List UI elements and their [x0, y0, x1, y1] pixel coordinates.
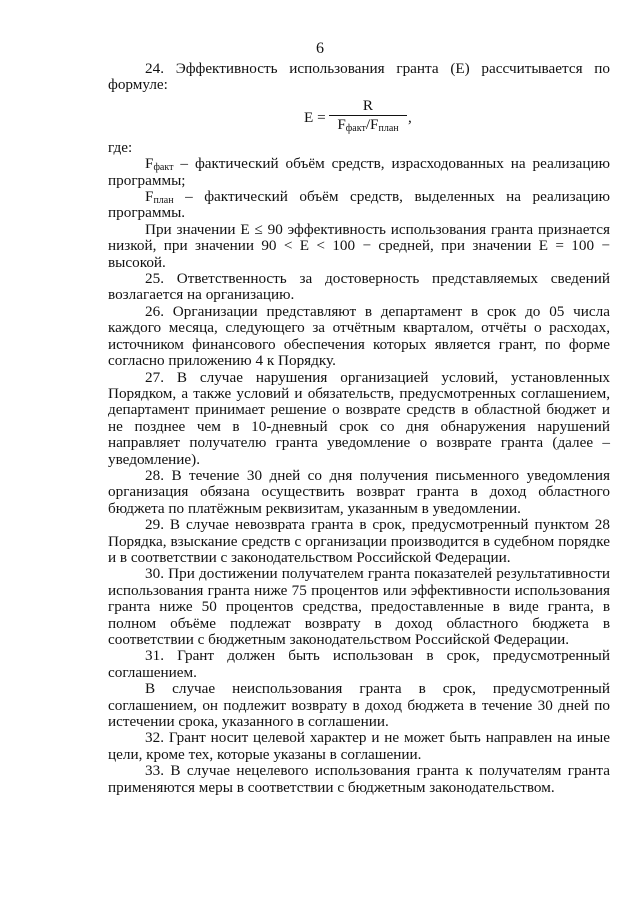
formula-lhs: E =	[304, 108, 326, 126]
formula-denominator: $F_{факт}/F_{план}$	[337, 115, 399, 134]
paragraph-24-intro: 24. Эффективность использования гранта (E) рассчитывается по формуле:	[108, 60, 610, 94]
paragraph-26: 26. Организации представляют в департамент в срок до 05 числа каждого месяца, следующего за отчётным кварталом, отчёты о расходах, источником финансового обеспечения которых является грант, по форме согласно приложению 4 к Порядку.	[108, 302, 610, 370]
paragraph-30: 30. При достижении получателем гранта показателей результативности использования гранта ниже 75 процентов или эффективности использования гранта ниже 50 процентов средства, предоставленные в виде гранта, в полном объёме подлежат возврату в доход областного бюджета в соответствии с бюджетным законодательством Российской Федерации.	[108, 565, 610, 648]
paragraph-33: 33. В случае нецелевого использования гранта к получателям гранта применяются меры в соответствии с бюджетным законодательством.	[108, 762, 610, 796]
paragraph-28: 28. В течение 30 дней со дня получения письменного уведомления организация обязана осуществить возврат гранта в доход областного бюджета по платёжным реквизитам, указанным в уведомлении.	[108, 466, 610, 517]
formula-fraction	[329, 98, 407, 133]
paragraph-27: 27. В случае нарушения организацией условий, установленных Порядком, а также условий и обязательств, предусмотренных соглашением, департамент принимает решение о возврате средств в областной бюджет и не позднее чем в 10-дневный срок со дня обнаружения нарушений направляет получателю гранта уведомление о возврате гранта (далее – уведомление).	[108, 368, 610, 468]
page-number: 6	[316, 40, 324, 57]
paragraph-31: 31. Грант должен быть использован в срок, предусмотренный соглашением.	[108, 647, 610, 681]
formula-numerator: R	[362, 96, 374, 114]
paragraph-25: 25. Ответственность за достоверность представляемых сведений возлагается на организацию.	[108, 270, 610, 304]
document-body	[108, 61, 610, 796]
where-label: где:	[108, 138, 133, 156]
efficiency-formula	[108, 94, 610, 140]
paragraph-31-continued: В случае неиспользования гранта в срок, предусмотренный соглашением, он подлежит возврату в доход бюджета в течение 30 дней по истечении срока, указанного в соглашении.	[108, 680, 610, 731]
efficiency-thresholds: При значении E ≤ 90 эффективность использования гранта признается низкой, при значении 90 < E < 100 − средней, при значении E = 100 − высокой.	[108, 220, 610, 271]
definition-f-fact: $F_{факт}$ – фактический объём средств, израсходованных на реализацию программы;	[108, 155, 610, 189]
paragraph-29: 29. В случае невозврата гранта в срок, предусмотренный пунктом 28 Порядка, взыскание средств с организации производится в судебном порядке и в соответствии с законодательством Российской Федерации.	[108, 516, 610, 566]
paragraph-32: 32. Грант носит целевой характер и не может быть направлен на иные цели, кроме тех, которые указаны в соглашении.	[108, 729, 610, 763]
formula-comma: ,	[408, 108, 412, 126]
definition-f-plan: $F_{план}$ – фактический объём средств, выделенных на реализацию программы.	[108, 188, 610, 222]
